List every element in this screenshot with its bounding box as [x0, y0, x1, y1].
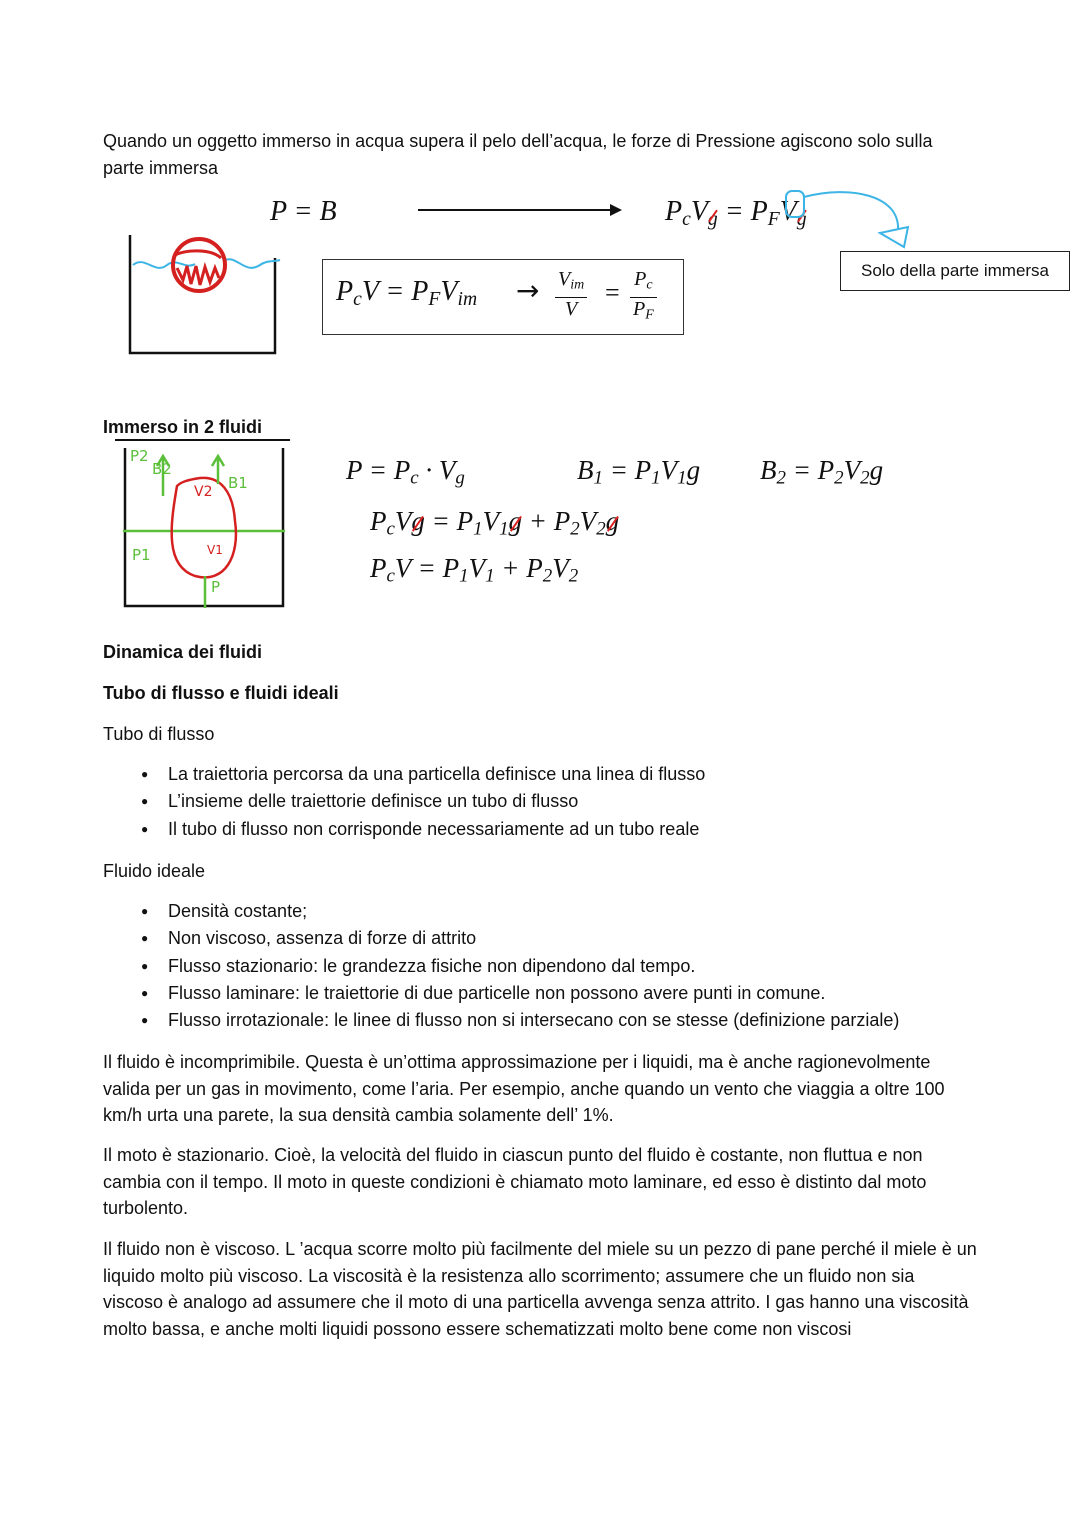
heading-two-fluids: Immerso in 2 fluidi	[103, 417, 263, 437]
equation-volume: $P_cV = P_1V_1 + P_2V_2$	[370, 553, 579, 587]
paragraph-stazionario: Il moto è stazionario. Cioè, la velocità del fluido in ciascun punto del fluido è costante, non fluttua e non cambia con il tempo. Il moto in queste condizioni è chiamato moto laminare, ed esso è distinto dal moto turbolento.	[103, 1145, 927, 1218]
implies-arrow-icon: →	[516, 274, 540, 307]
list-item: ● L’insieme delle traiettorie definisce un tubo di flusso	[103, 788, 1003, 815]
diagram-label-p1: P1	[132, 546, 151, 564]
boxed-equation	[322, 259, 684, 335]
tubo-list	[103, 761, 1003, 843]
list-item: ● Flusso irrotazionale: le linee di flusso non si intersecano con se stesse (definizione parziale)	[103, 1007, 1023, 1034]
note-box: Solo della parte immersa	[840, 251, 1070, 291]
diagram-label-p2: P2	[130, 447, 149, 465]
equation-boxed-main: $P_cV = P_FV_{im}$	[336, 276, 478, 310]
paragraph-viscoso: Il fluido non è viscoso. L ’acqua scorre molto più facilmente del miele su un pezzo di pane perché il miele è un liquido molto più viscoso. La viscosità è la resistenza allo scorrimento; assumere che un fluido non sia viscoso è analogo ad assumere che il moto di una particella avvenga senza attrito. I gas hanno una viscosità molto bassa, e anche molti liquidi possono essere schematizzati molto bene come non viscosi	[103, 1239, 977, 1339]
callout-arrow-icon	[780, 185, 920, 255]
list-item: ● Flusso stazionario: le grandezza fisiche non dipendono dal tempo.	[103, 953, 1023, 980]
diagram-label-v1: V1	[207, 543, 223, 557]
equation-p-equals-b: P = B	[270, 196, 337, 227]
equation-b2: $B_2 = P_2V_2g$	[760, 455, 884, 489]
diagram-label-b1: B1	[228, 474, 248, 492]
equation-b1: $B_1 = P_1V_1g$	[577, 455, 701, 489]
ideale-list	[103, 898, 1023, 1034]
label-fluido-ideale: Fluido ideale	[103, 861, 206, 881]
equation-fraction-2: $\frac{P_c}{P_F}$	[630, 268, 657, 326]
diagram-label-b2: B2	[152, 460, 172, 478]
label-tubo-di-flusso: Tubo di flusso	[103, 724, 215, 744]
floating-object-diagram	[125, 230, 285, 360]
diagram-label-v2: V2	[194, 484, 213, 500]
subheading-tubo-fluidi: Tubo di flusso e fluidi ideali	[103, 683, 339, 703]
list-item: ● Densità costante;	[103, 898, 1023, 925]
diagram-label-p: P	[211, 578, 221, 596]
list-item: ● Flusso laminare: le traiettorie di due particelle non possono avere punti in comune.	[103, 980, 1023, 1007]
list-item: ● Il tubo di flusso non corrisponde necessariamente ad un tubo reale	[103, 816, 1003, 843]
equals-sign: =	[605, 278, 620, 307]
heading-dinamica: Dinamica dei fluidi	[103, 642, 263, 662]
intro-paragraph: Quando un oggetto immerso in acqua supera il pelo dell’acqua, le forze di Pressione agiscono solo sulla parte immersa	[103, 131, 933, 178]
equation-weight: $P = P_c \cdot V_g$	[346, 455, 465, 489]
right-arrow-icon	[415, 200, 625, 220]
list-item: ● La traiettoria percorsa da una particella definisce una linea di flusso	[103, 761, 1003, 788]
equation-fraction-1: $\frac{V_{im}}{V}$	[555, 268, 587, 320]
list-item: ● Non viscoso, assenza di forze di attrito	[103, 925, 1023, 952]
paragraph-incomprimibile: Il fluido è incomprimibile. Questa è un’ottima approssimazione per i liquidi, ma è anche ragionevolmente valida per un gas in movimento, come l’aria. Per esempio, anche quando un vento che viaggia a oltre 100 km/h urta una parete, la sua densità cambia solamente dell’ 1%.	[103, 1052, 945, 1125]
equation-balance: $P_cVg = P_1V_1g + P_2V_2g$	[370, 506, 620, 540]
equation-top-right: $P_cV_g = P_FV_g$	[665, 196, 807, 230]
